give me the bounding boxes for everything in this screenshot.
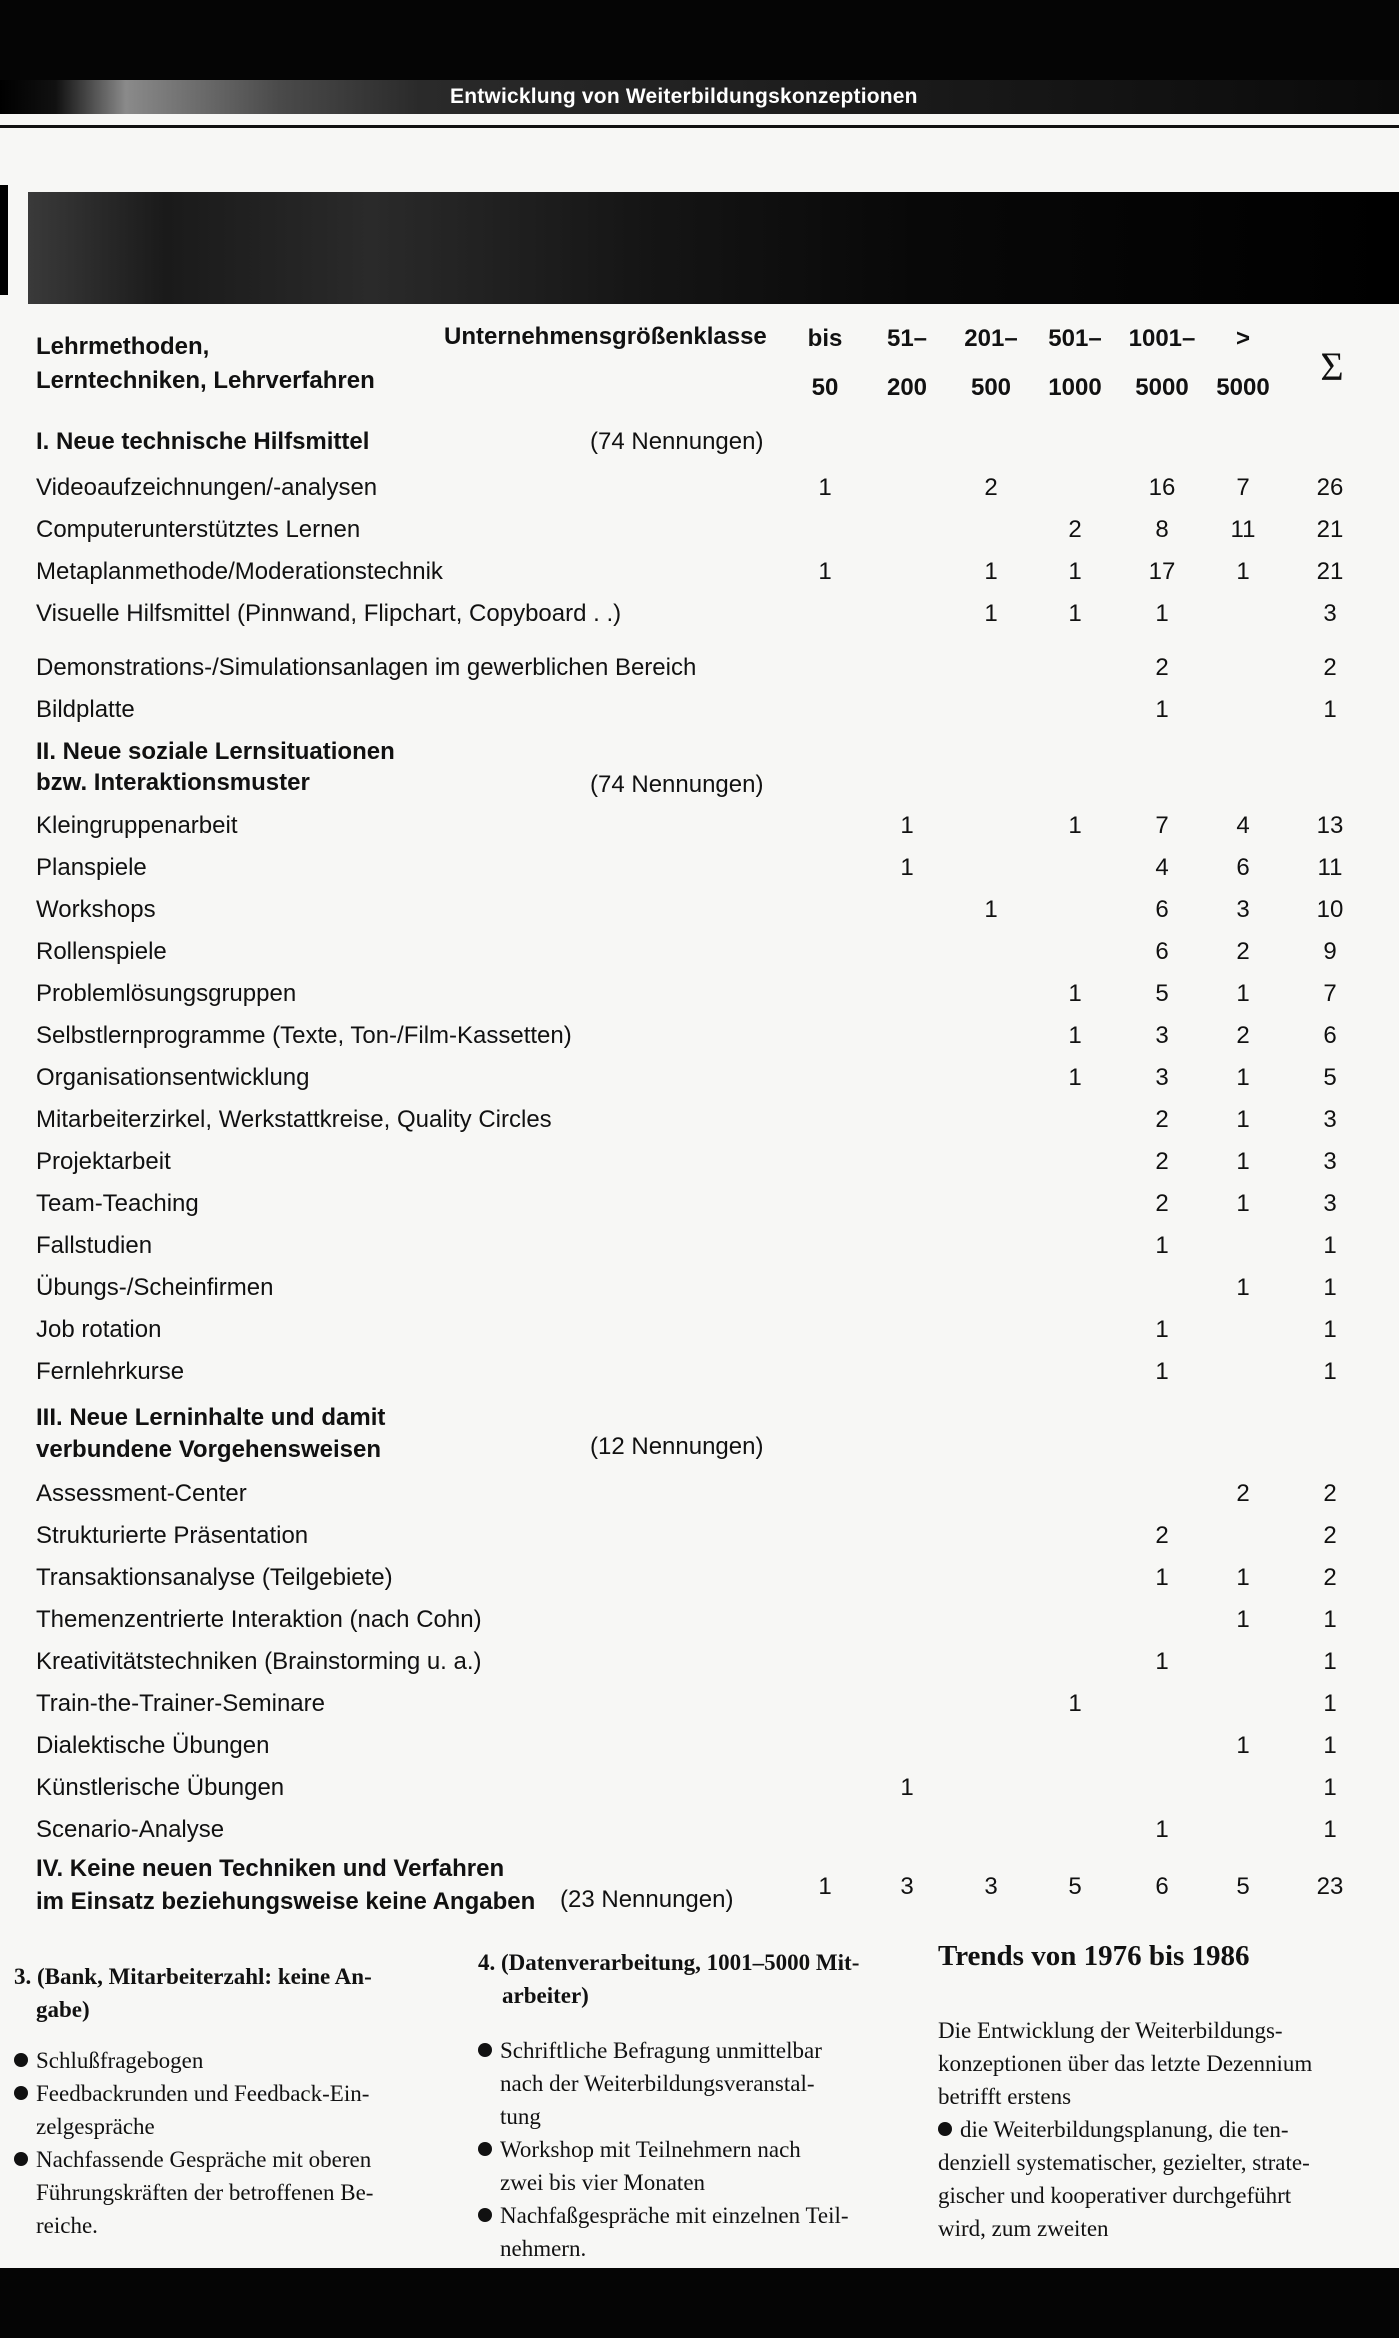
table-row-label: Computerunterstütztes Lernen (36, 516, 361, 543)
bullet-dot-icon (14, 2152, 28, 2166)
column-header-bottom: 1000 (1048, 374, 1102, 401)
trends-text-line: denziell systematischer, gezielter, strate- (938, 2150, 1310, 2175)
table-cell-value: 1 (818, 558, 832, 585)
table-cell-value: 1 (1068, 1064, 1082, 1091)
table-row-sum: 1 (1323, 1606, 1337, 1633)
table-row-label: Workshops (36, 896, 156, 923)
table-row-label: Train-the-Trainer-Seminare (36, 1690, 325, 1717)
table-cell-value: 1 (1236, 1274, 1250, 1301)
bullet-text: tung (500, 2104, 541, 2129)
table-cell-value: 4 (1236, 812, 1250, 839)
section-mentions-count: (23 Nennungen) (560, 1886, 734, 1913)
table-cell-value: 1 (1155, 696, 1169, 723)
bullet-text: nehmern. (500, 2236, 587, 2261)
column-header-top: 1001– (1128, 325, 1196, 352)
bottom-scan-border (0, 2268, 1399, 2338)
table-row-sum: 2 (1323, 1522, 1337, 1549)
table-cell-value: 2 (1236, 1022, 1250, 1049)
edp-bullet-item (478, 2034, 918, 2067)
bullet-text: Feedbackrunden und Feedback-Ein- (36, 2081, 370, 2106)
section-title: I. Neue technische Hilfsmittel (36, 428, 370, 455)
table-cell-value: 17 (1148, 558, 1176, 585)
table-cell-value: 1 (1236, 1564, 1250, 1591)
table-cell-value: 1 (900, 812, 914, 839)
table-cell-value: 1 (1068, 812, 1082, 839)
table-row-label: Team-Teaching (36, 1190, 199, 1217)
table-row-label: Strukturierte Präsentation (36, 1522, 309, 1549)
section-title: bzw. Interaktionsmuster (36, 769, 310, 796)
table-row-label: Assessment-Center (36, 1480, 247, 1507)
table-row-sum: 2 (1323, 654, 1337, 681)
table-cell-value: 2 (1236, 1480, 1250, 1507)
edp-heading-line: arbeiter) (502, 1983, 589, 2008)
table-cell-value: 1 (1236, 1732, 1250, 1759)
table-row-sum: 5 (1323, 1064, 1337, 1091)
table-cell-value: 1 (1068, 1022, 1082, 1049)
table-cell-value: 1 (1068, 980, 1082, 1007)
table-row-label: Rollenspiele (36, 938, 167, 965)
table-cell-value: 1 (1155, 1564, 1169, 1591)
table-cell-value: 1 (1155, 1358, 1169, 1385)
table-row-label: Dialektische Übungen (36, 1732, 270, 1759)
section-title: im Einsatz beziehungsweise keine Angaben (36, 1888, 536, 1915)
table-cell-value: 2 (1155, 654, 1169, 681)
table-cell-value: 3 (1155, 1064, 1169, 1091)
bullet-dot-icon (14, 2053, 28, 2067)
table-cell-value: 1 (1068, 600, 1082, 627)
trends-text-line: wird, zum zweiten (938, 2216, 1109, 2241)
table-cell-value: 7 (1155, 812, 1169, 839)
table-cell-value: 2 (1236, 938, 1250, 965)
table-row-label: Kleingruppenarbeit (36, 812, 238, 839)
table-row-sum: 26 (1316, 474, 1344, 501)
table-cell-value: 2 (984, 474, 998, 501)
table-cell-value: 1 (1236, 1606, 1250, 1633)
table-cell-value: 2 (1155, 1522, 1169, 1549)
table-row-label: Job rotation (36, 1316, 162, 1343)
trends-text-line: gischer und kooperativer durchgeführt (938, 2183, 1292, 2208)
bullet-dot-icon (478, 2043, 492, 2057)
section-mentions-count: (12 Nennungen) (590, 1433, 764, 1460)
table-cell-value: 16 (1148, 474, 1176, 501)
bank-heading-line: 3. (Bank, Mitarbeiterzahl: keine An- (14, 1964, 372, 1989)
table-row-sum: 2 (1323, 1564, 1337, 1591)
table-row-sum: 1 (1323, 696, 1337, 723)
table-row-sum: 1 (1323, 1274, 1337, 1301)
edp-heading-line: 4. (Datenverarbeitung, 1001–5000 Mit- (478, 1950, 860, 1975)
table-row-sum: 1 (1323, 1774, 1337, 1801)
edp-bullet-list (478, 2034, 918, 2265)
table-cell-value: 6 (1155, 938, 1169, 965)
table-cell-value: 2 (1155, 1148, 1169, 1175)
table-cell-value: 1 (1236, 1190, 1250, 1217)
running-header (0, 80, 1399, 114)
table-row-sum: 3 (1323, 600, 1337, 627)
table-cell-value: 7 (1236, 474, 1250, 501)
table-cell-value: 1 (818, 474, 832, 501)
table-row-sum: 10 (1316, 896, 1344, 923)
table-cell-value: 5 (1155, 980, 1169, 1007)
table-row-label: Fernlehrkurse (36, 1358, 185, 1385)
table-cell-value: 3 (984, 1873, 998, 1900)
table-cell-value: 2 (1155, 1106, 1169, 1133)
table-row-label: Bildplatte (36, 696, 135, 723)
table-cell-value: 1 (900, 1774, 914, 1801)
table-cell-value: 4 (1155, 854, 1169, 881)
bullet-dot-icon (478, 2142, 492, 2156)
bank-bullet-item (14, 2044, 454, 2077)
table-cell-value: 8 (1155, 516, 1169, 543)
table-cell-value: 1 (1155, 1316, 1169, 1343)
table-row-label: Künstlerische Übungen (36, 1774, 285, 1801)
column-header-bottom: 5000 (1135, 374, 1189, 401)
bullet-text: zelgespräche (36, 2114, 155, 2139)
section-title: verbundene Vorgehensweisen (36, 1436, 381, 1463)
edp-feedback-column (478, 1946, 918, 2265)
column-header-bottom: 200 (886, 374, 928, 401)
column-header-bottom: 5000 (1216, 374, 1270, 401)
bullet-text: Workshop mit Teilnehmern nach (500, 2137, 801, 2162)
table-row-label: Fallstudien (36, 1232, 153, 1259)
column-header-top: 501– (1048, 325, 1102, 352)
table-row-sum: 1 (1323, 1816, 1337, 1843)
table-title-block (28, 192, 1399, 304)
bullet-text: reiche. (36, 2213, 98, 2238)
edp-heading (478, 1946, 918, 2012)
table-cell-value: 2 (1155, 1190, 1169, 1217)
table-row-sum: 13 (1316, 812, 1344, 839)
table-cell-value: 1 (1236, 980, 1250, 1007)
size-class-label: Unternehmensgrößenklasse (444, 323, 767, 350)
trends-text-line: Die Entwicklung der Weiterbildungs- (938, 2018, 1283, 2043)
section-mentions-count: (74 Nennungen) (590, 771, 764, 798)
table-cell-value: 1 (818, 1873, 832, 1900)
section-title: IV. Keine neuen Techniken und Verfahren (36, 1855, 505, 1882)
table-cell-value: 1 (1068, 1690, 1082, 1717)
section-title: III. Neue Lerninhalte und damit (36, 1404, 386, 1431)
table-row-label: Übungs-/Scheinfirmen (36, 1274, 274, 1301)
bank-bullet-list (14, 2044, 454, 2242)
table-row-sum: 3 (1323, 1190, 1337, 1217)
table-row-sum: 6 (1323, 1022, 1337, 1049)
table-cell-value: 11 (1230, 516, 1256, 543)
bank-heading (14, 1960, 454, 2026)
trends-body (938, 2014, 1378, 2245)
column-header-top: bis (807, 325, 843, 352)
bank-bullet-item (14, 2077, 454, 2110)
section-title: II. Neue soziale Lernsituationen (36, 738, 395, 765)
table-cell-value: 1 (1155, 1648, 1169, 1675)
table-row-label: Selbstlernprogramme (Texte, Ton-/Film-Kassetten) (36, 1022, 572, 1049)
table-cell-value: 1 (1155, 1232, 1169, 1259)
table-row-sum: 1 (1323, 1316, 1337, 1343)
table-cell-value: 3 (1236, 896, 1250, 923)
table-row-sum: 9 (1323, 938, 1337, 965)
table-cell-value: 1 (1236, 558, 1250, 585)
bullet-dot-icon (938, 2122, 952, 2136)
bank-bullet-item (14, 2143, 454, 2176)
table-row-sum: 2 (1323, 1480, 1337, 1507)
column-header-bottom: 50 (811, 374, 839, 401)
table-cell-value: 1 (900, 854, 914, 881)
bullet-text: nach der Weiterbildungsveranstal- (500, 2071, 815, 2096)
table-row-sum: 21 (1316, 516, 1344, 543)
table-row-sum: 23 (1316, 1873, 1344, 1900)
row-label-header: Lehrmethoden, (36, 333, 210, 360)
table-row-label: Themenzentrierte Interaktion (nach Cohn) (36, 1606, 482, 1633)
trends-heading: Trends von 1976 bis 1986 (938, 1940, 1250, 1972)
trends-bullet-item (938, 2113, 1378, 2146)
bank-feedback-column (14, 1960, 454, 2242)
bullet-dot-icon (478, 2208, 492, 2222)
table-row-sum: 3 (1323, 1106, 1337, 1133)
table-cell-value: 1 (1236, 1106, 1250, 1133)
table-row-sum: 1 (1323, 1232, 1337, 1259)
table-row-label: Problemlösungsgruppen (36, 980, 297, 1007)
table-cell-value: 6 (1155, 896, 1169, 923)
table-row-label: Kreativitätstechniken (Brainstorming u. a.) (36, 1648, 482, 1675)
bullet-text: Führungskräften der betroffenen Be- (36, 2180, 374, 2205)
table-row-sum: 21 (1316, 558, 1344, 585)
table-row-sum: 1 (1323, 1358, 1337, 1385)
table-row-label: Videoaufzeichnungen/-analysen (36, 474, 378, 501)
bullet-text: Nachfaßgespräche mit einzelnen Teil- (500, 2203, 849, 2228)
table-cell-value: 1 (984, 558, 998, 585)
left-margin-bar (0, 185, 8, 295)
edp-bullet-item (478, 2133, 918, 2166)
running-header-title: Entwicklung von Weiterbildungskonzeptionen (450, 85, 918, 108)
table-row-sum: 1 (1323, 1648, 1337, 1675)
trends-text-line: konzeptionen über das letzte Dezennium (938, 2051, 1313, 2076)
table-row-label: Planspiele (36, 854, 147, 881)
row-label-header: Lerntechniken, Lehrverfahren (36, 367, 375, 394)
table-row-sum: 3 (1323, 1148, 1337, 1175)
table-cell-value: 1 (984, 896, 998, 923)
table-cell-value: 2 (1068, 516, 1082, 543)
bullet-text: Schlußfragebogen (36, 2048, 204, 2073)
column-header-top: > (1235, 325, 1250, 352)
bank-heading-line: gabe) (36, 1997, 90, 2022)
edp-bullet-item (478, 2199, 918, 2232)
table-row-label: Metaplanmethode/Moderationstechnik (36, 558, 443, 585)
bullet-text: zwei bis vier Monaten (500, 2170, 706, 2195)
table-row-sum: 1 (1323, 1732, 1337, 1759)
trends-text-line: betrifft erstens (938, 2084, 1072, 2109)
bullet-text: Schriftliche Befragung unmittelbar (500, 2038, 822, 2063)
column-header-bottom: 500 (970, 374, 1012, 401)
section-mentions-count: (74 Nennungen) (590, 428, 764, 455)
table-cell-value: 1 (984, 600, 998, 627)
table-cell-value: 1 (1236, 1148, 1250, 1175)
table-row-sum: 1 (1323, 1690, 1337, 1717)
column-header-top: 201– (964, 325, 1018, 352)
table-cell-value: 6 (1236, 854, 1250, 881)
table-row-label: Scenario-Analyse (36, 1816, 225, 1843)
bullet-text: Nachfassende Gespräche mit oberen (36, 2147, 372, 2172)
top-scan-border (0, 0, 1399, 80)
bullet-text: die Weiterbildungsplanung, die ten- (960, 2117, 1289, 2142)
table-row-label: Transaktionsanalyse (Teilgebiete) (36, 1564, 393, 1591)
table-row-label: Visuelle Hilfsmittel (Pinnwand, Flipchart, Copyboard . .) (36, 600, 622, 627)
table-row-sum: 7 (1323, 980, 1337, 1007)
table-row-label: Organisationsentwicklung (36, 1064, 310, 1091)
sum-symbol: Σ (1320, 344, 1344, 389)
table-cell-value: 5 (1068, 1873, 1082, 1900)
table-cell-value: 3 (900, 1873, 914, 1900)
header-rule (0, 125, 1399, 128)
table-row-label: Mitarbeiterzirkel, Werkstattkreise, Quality Circles (36, 1106, 552, 1133)
table-row-sum: 11 (1317, 854, 1343, 881)
trends-column (938, 1938, 1378, 2245)
table-cell-value: 1 (1068, 558, 1082, 585)
table-cell-value: 6 (1155, 1873, 1169, 1900)
bullet-dot-icon (14, 2086, 28, 2100)
table-cell-value: 3 (1155, 1022, 1169, 1049)
table-cell-value: 1 (1155, 600, 1169, 627)
table-row-label: Projektarbeit (36, 1148, 171, 1175)
table-cell-value: 1 (1155, 1816, 1169, 1843)
table-cell-value: 5 (1236, 1873, 1250, 1900)
table-cell-value: 1 (1236, 1064, 1250, 1091)
table-row-label: Demonstrations-/Simulationsanlagen im gewerblichen Bereich (36, 654, 697, 681)
column-header-top: 51– (886, 325, 928, 352)
